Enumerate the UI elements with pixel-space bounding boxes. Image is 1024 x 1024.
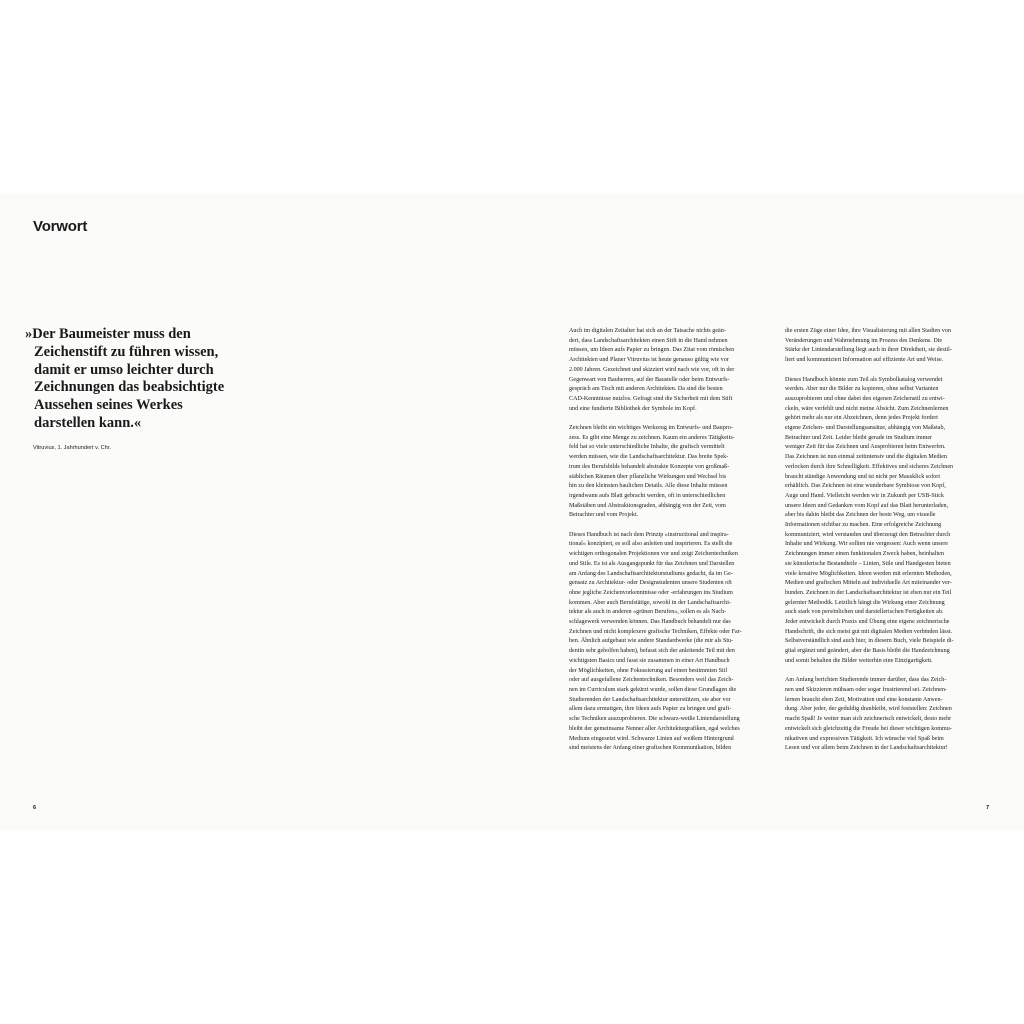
body-text-line: Selbstverständlich sind auch hier, in diesem Buch, viele Beispiele di-	[785, 638, 954, 645]
body-text-line: Dieses Handbuch ist nach dem Prinzip »instructional and inspira-	[569, 531, 729, 538]
body-text-line: Gegenwart von Bauherren, auf der Baustelle oder beim Entwurfs-	[569, 376, 730, 383]
body-text-line: Informationen sichtbar zu machen. Eine erfolgreiche Zeichnung	[785, 522, 942, 529]
body-text-line: 2.000 Jahren. Gezeichnet und skizziert wird nach wie vor, oft in der	[569, 366, 735, 373]
quote-line: Aussehen seines Werkes	[34, 397, 183, 414]
body-text-line: lernen braucht eben Zeit, Motivation und eine konstante Anwen-	[785, 696, 943, 703]
body-text-line: sind meistens der Anfang einer grafischen Kommunikation, bilden	[569, 745, 732, 752]
body-text-line: braucht ständige Anwendung und ist nicht per Mausklick sofort	[785, 473, 941, 480]
body-text-line: nen im Curriculum stark gekürzt wurde, sollen diese Grundlagen die	[569, 686, 737, 693]
body-text-line: bleibt der gemeinsame Nenner aller Architekturgrafiken, egal welches	[569, 725, 740, 732]
body-text-line: CAD-Kenntnisse nutzlos. Gefragt sind die Sicherheit mit dem Stift	[569, 395, 733, 402]
body-text-line: tional« konzipiert, es soll also anleiten und inspirieren. Es stellt die	[569, 541, 733, 548]
body-text-line: aber bis dahin bleibt das Zeichnen der beste Weg, um visuelle	[785, 512, 936, 519]
quote-line: Zeichenstift zu führen wissen,	[34, 343, 219, 360]
body-text-line: tektur als auch in anderen »grünen Berufen«, sollen es als Nach-	[569, 609, 727, 616]
body-text-line: schlagewerk verwenden können. Das Handbuch behandelt nur das	[569, 619, 731, 626]
body-text-line: werden müssen, wie die Landschaftsarchitektur. Das breite Spek-	[569, 454, 729, 461]
body-text-line: Handschrift, die sich meist gut mit digitalen Medien verbinden lässt.	[785, 628, 953, 635]
body-text-line: weniger Zeit für das Zeichnen und Ausprobieren beim Entwerfen.	[785, 444, 946, 451]
body-text-line: entwickelt sich gleichzeitig die Freude bei dieser wichtigen kommu-	[785, 725, 952, 732]
body-text-line: Am Anfang berichten Studierende immer darüber, dass das Zeich-	[785, 677, 947, 684]
body-text-line: gespräch am Tisch mit anderen Architekten. Da sind die besten	[569, 386, 723, 393]
body-text-line: Das Zeichnen ist nun einmal zeitintensiv und die digitalen Medien	[785, 454, 947, 461]
body-text-line: Zeichnen und nicht komplexere grafische Techniken, Effekte oder Far-	[569, 628, 742, 635]
body-paragraph	[569, 327, 779, 414]
body-text-line: ckeln, wäre verfehlt und nicht meine Absicht. Zum Zeichnenlernen	[785, 405, 949, 412]
body-text-line: macht Spaß! Je weiter man sich zeichnerisch entwickelt, desto mehr	[785, 716, 952, 723]
quote-line: Zeichnungen das beabsichtigte	[34, 379, 225, 396]
body-text-line: stäblichen Räumen über pflanzliche Wirkungen und Wechsel bis	[569, 473, 727, 480]
body-paragraph	[785, 676, 995, 754]
text-column-left	[569, 327, 779, 764]
body-text-line: liert und kommuniziert Information auf effiziente Art und Weise.	[785, 357, 944, 364]
body-text-line: Zeichnen bleibt ein wichtiges Werkzeug im Entwurfs- und Baupro-	[569, 425, 733, 432]
body-text-line: nen und Skizzieren mühsam oder sogar frustrierend sei. Zeichnen-	[785, 686, 947, 693]
body-text-line: Auge und Hand. Vielleicht werden wir in Zukunft per USB-Stick	[785, 492, 944, 499]
quote-line: damit er umso leichter durch	[34, 361, 214, 378]
body-text-line: und Stile. Es ist als Ausgangspunkt für das Zeichnen und Darstellen	[569, 560, 735, 567]
body-text-line: unsere Ideen und Gedanken vom Kopf auf das Blatt herunterladen,	[785, 502, 949, 509]
body-text-line: auch stark von persönlichen und darstellerischen Fertigkeiten ab.	[785, 609, 944, 616]
body-text-line: Betrachter und vom Projekt.	[569, 512, 639, 519]
body-text-line: gital ergänzt und geändert, aber die Basis bleibt die Handzeichnung	[785, 648, 950, 655]
body-text-line: Jeder entwickelt durch Praxis und Übung eine eigene zeichnerische	[785, 619, 950, 626]
body-text-line: Dieses Handbuch könnte zum Teil als Symbolkatalog verwendet	[785, 376, 943, 383]
body-paragraph	[569, 424, 779, 521]
body-text-line: und somit behalten die Bilder weiterhin eine Einzigartigkeit.	[785, 657, 933, 664]
body-text-line: ben. Ähnlich aufgebaut wie andere Standardwerke (die mir als Stu-	[569, 638, 734, 645]
quote-line: darstellen kann.«	[34, 414, 142, 431]
body-text-line: gensatz zu Architektur- oder Designstudenten unsere Studenten oft	[569, 580, 732, 587]
body-text-line: Medien und grafischen Mitteln auf individuelle Art miteinander ver-	[785, 580, 952, 587]
body-text-line: Veränderungen und Wahrnehmung im Prozess des Denkens. Die	[785, 337, 943, 344]
body-text-line: eigene Zeichen- und Darstellungsansätze, abhängig von Maßstab,	[785, 425, 946, 432]
body-text-line: feld hat so viele unterschiedliche Inhalte, die grafisch vermittelt	[569, 444, 725, 451]
body-text-line: Architekten und Planer Vitruvius ist heute genauso gültig wie vor	[569, 357, 729, 364]
body-text-line: am Anfang des Landschaftsarchitekturstudiums gedacht, da im Ge-	[569, 570, 733, 577]
body-text-line: auszuprobieren und ohne dabei den eigenen Zeichenstil zu entwi-	[785, 395, 945, 402]
body-paragraph	[569, 531, 779, 754]
body-text-line: der Möglichkeiten, ohne Fokussierung auf einen bestimmten Stil	[569, 667, 728, 674]
text-column-right	[785, 327, 995, 764]
body-paragraph	[785, 376, 995, 667]
body-text-line: die ersten Züge einer Idee, ihre Visualisierung mit allen Stadien von	[785, 328, 951, 334]
body-text-line: Studierenden der Landschaftsarchitektur unterstützen, sie aber vor	[569, 696, 731, 703]
epigraph-quote	[25, 326, 275, 433]
body-text-line: gelernter Methodik. Letztlich hängt die Wirkung einer Zeichnung	[785, 599, 945, 606]
body-text-line: oder auf ausgefallene Zeichentechniken. Besonders weil das Zeich-	[569, 677, 734, 684]
body-text-line: werden. Aber nur die Bilder zu kopieren, ohne selbst Varianten	[785, 386, 939, 393]
body-text-line: Medium eingesetzt wird. Schwarze Linien auf weißem Hintergrund	[569, 735, 734, 742]
body-text-line: Maßstäben und Abstraktionsgraden, abhängig von der Zeit, vom	[569, 502, 726, 509]
quote-line: »Der Baumeister muss den	[25, 326, 191, 342]
body-text-line: und eine fundierte Bibliothek der Symbole im Kopf.	[569, 405, 697, 412]
body-text-line: Auch im digitalen Zeitalter hat sich an der Tatsache nichts geän-	[569, 328, 726, 334]
page-number-right: 7	[986, 805, 990, 811]
body-text-line: kommuniziert, wird verstanden und überzeugt den Betrachter durch	[785, 531, 951, 538]
body-text-line: erhältlich. Das Zeichnen ist eine wunderbare Symbiose von Kopf,	[785, 483, 946, 490]
body-text-line: verlocken durch ihre Schnelligkeit. Effektives und sicheres Zeichnen	[785, 463, 954, 470]
page-number-left: 6	[33, 805, 37, 811]
body-text-line: sche Techniken auszuprobieren. Die schwarz-weiße Liniendarstellung	[569, 716, 740, 723]
body-text-line: Betrachter und Zeit. Leider bleibt gerade im Studium immer	[785, 434, 933, 441]
body-text-line: Lesen und vor allem beim Zeichnen in der Landschaftsarchitektur!	[785, 745, 948, 752]
body-text-line: sie künstlerische Bestandteile – Linien, Stile und Handgesten bieten	[785, 560, 951, 567]
body-text-line: irgendwann aufs Blatt gebracht werden, oft in unterschiedlichen	[569, 492, 726, 499]
body-text-line: bunden. Zeichnen in der Landschaftsarchitektur ist eben nur ein Teil	[785, 589, 952, 596]
body-text-line: wichtigen orthogonalen Projektionen vor und zeigt Zeichentechniken	[569, 551, 738, 558]
body-text-line: wichtigsten Basics und fasst sie zusammen in einer Art Handbuch	[569, 657, 730, 664]
body-text-line: dentin sehr geholfen haben), befasst sich der anleitende Teil mit den	[569, 648, 735, 655]
quote-source: Vitruvius, 1. Jahrhundert v. Chr.	[33, 445, 111, 451]
body-text-line: zess. Es gibt eine Menge zu zeichnen. Kaum ein anderes Tätigkeits-	[569, 434, 735, 441]
body-text-line: dert, dass Landschaftsarchitekten einen Stift in die Hand nehmen	[569, 337, 728, 344]
body-text-line: nikativen und expressiven Tätigkeit. Ich wünsche viel Spaß beim	[785, 735, 944, 742]
body-text-line: ohne jegliche Zeichenvorkenntnisse oder -erfahrungen ins Studium	[569, 589, 733, 596]
body-text-line: gehört mehr als nur ein Abzeichnen, denn jedes Projekt fordert	[785, 415, 938, 422]
body-text-line: Zeichnungen immer einen funktionalen Zweck haben, beinhalten	[785, 551, 944, 558]
body-text-line: viele kreative Möglichkeiten. Ideen werden mit erlernten Methoden,	[785, 570, 952, 577]
body-text-line: Stärke der Liniendarstellung liegt auch in ihrer Direktheit, sie destil-	[785, 347, 952, 354]
body-paragraph	[785, 327, 995, 366]
body-text-line: dung. Aber jeder, der geduldig dranbleibt, wird feststellen: Zeichnen	[785, 706, 952, 713]
body-text-line: allem dazu ermutigen, ihre Ideen aufs Papier zu bringen und grafi-	[569, 706, 732, 713]
body-text-line: hin zu den kleinsten baulichen Details. Alle diese Inhalte müssen	[569, 483, 728, 490]
body-text-line: Inhalte und Wirkung. Wir sollten nie vergessen: Auch wenn unsere	[785, 541, 948, 548]
body-text-line: müssen, um Ideen aufs Papier zu bringen. Das Zitat vom römischen	[569, 347, 735, 354]
body-text-line: kommen. Aber auch Berufstätige, sowohl in der Landschaftsarchi-	[569, 599, 731, 606]
body-text-line: trum des Berufsbilds behandelt abstrakte Konzepte von großmaß-	[569, 463, 730, 470]
page-title: Vorwort	[33, 218, 88, 235]
